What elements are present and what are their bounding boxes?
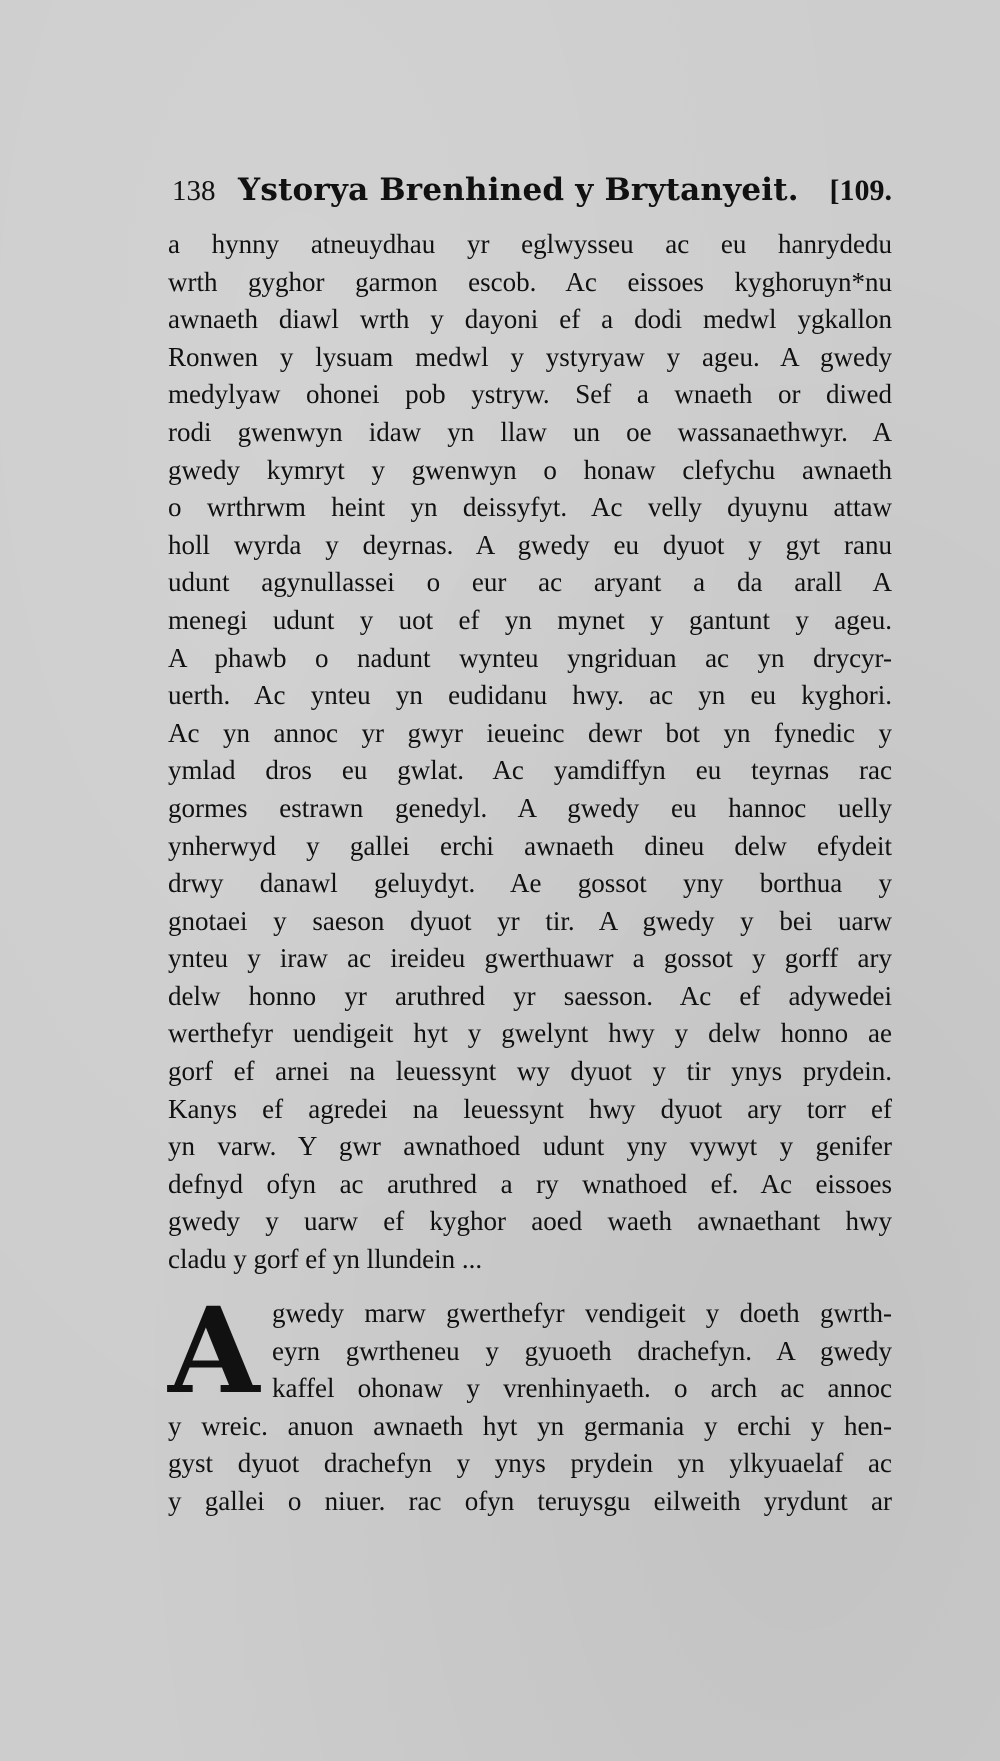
text-line: ynherwyd y gallei erchi awnaeth dineu delw efydeit xyxy=(168,830,892,861)
text-line: o wrthrwm heint yn deissyfyt. Ac velly dyuynu attaw xyxy=(168,492,892,523)
paragraph-1 xyxy=(168,226,892,1279)
text-line: gyst dyuot drachefyn y ynys prydein yn ylkyuaelaf ac xyxy=(168,1448,892,1479)
text-line: gorf ef arnei na leuessynt wy dyuot y tir ynys prydein. xyxy=(168,1056,892,1087)
text-line: gormes estrawn genedyl. A gwedy eu hannoc uelly xyxy=(168,792,892,823)
text-line: uerth. Ac ynteu yn eudidanu hwy. ac yn eu kyghori. xyxy=(168,680,892,711)
text-line: ynteu y iraw ac ireideu gwerthuawr a gossot y gorff ary xyxy=(168,943,892,974)
page-header xyxy=(172,172,892,222)
text-line: gwedy y uarw ef kyghor aoed waeth awnaethant hwy xyxy=(168,1206,892,1237)
text-line: menegi udunt y uot ef yn mynet y gantunt y ageu. xyxy=(168,604,892,635)
text-line: eyrn gwrtheneu y gyuoeth drachefyn. A gwedy xyxy=(272,1335,892,1366)
text-line: delw honno yr aruthred yr saesson. Ac ef adywedei xyxy=(168,980,892,1011)
text-line: A phawb o nadunt wynteu yngriduan ac yn drycyr- xyxy=(168,642,892,673)
text-line: y gallei o niuer. rac ofyn teruysgu eilweith yrydunt ar xyxy=(168,1485,892,1516)
text-line: ymlad dros eu gwlat. Ac yamdiffyn eu teyrnas rac xyxy=(168,755,892,786)
text-line: Ac yn annoc yr gwyr ieueinc dewr bot yn fynedic y xyxy=(168,717,892,748)
drop-cap: A xyxy=(168,1281,260,1420)
text-line: udunt agynullassei o eur ac aryant a da arall A xyxy=(168,567,892,598)
text-line: drwy danawl geluydyt. Ae gossot yny borthua y xyxy=(168,868,892,899)
text-line: defnyd ofyn ac aruthred a ry wnathoed ef. Ac eissoes xyxy=(168,1168,892,1199)
text-line: werthefyr uendigeit hyt y gwelynt hwy y delw honno ae xyxy=(168,1018,892,1049)
paragraph-2 xyxy=(168,1281,892,1521)
text-line: gwedy kymryt y gwenwyn o honaw clefychu awnaeth xyxy=(168,454,892,485)
text-line: cladu y gorf ef yn llundein ... xyxy=(168,1244,483,1275)
text-line: Kanys ef agredei na leuessynt hwy dyuot ary torr ef xyxy=(168,1093,892,1124)
text-line: holl wyrda y deyrnas. A gwedy eu dyuot y gyt ranu xyxy=(168,529,892,560)
text-line: medylyaw ohonei pob ystryw. Sef a wnaeth or diwed xyxy=(168,379,892,410)
text-line: gnotaei y saeson dyuot yr tir. A gwedy y bei uarw xyxy=(168,905,892,936)
text-line: a hynny atneuydhau yr eglwysseu ac eu hanrydedu xyxy=(168,229,892,259)
chapter-number: [109. xyxy=(829,174,892,207)
text-line: gwedy marw gwerthefyr vendigeit y doeth gwrth- xyxy=(272,1298,892,1328)
page-number: 138 xyxy=(172,175,216,207)
text-line: kaffel ohonaw y vrenhinyaeth. o arch ac annoc xyxy=(272,1373,892,1404)
text-line: wrth gyghor garmon escob. Ac eissoes kyghoruyn*nu xyxy=(168,266,892,297)
running-head: Ystorya Brenhined y Brytanyeit. xyxy=(238,172,799,208)
text-line: rodi gwenwyn idaw yn llaw un oe wassanaethwyr. A xyxy=(168,416,892,447)
text-line: Ronwen y lysuam medwl y ystyryaw y ageu. A gwedy xyxy=(168,341,892,372)
text-line: y wreic. anuon awnaeth hyt yn germania y erchi y hen- xyxy=(168,1410,892,1441)
text-line: yn varw. Y gwr awnathoed udunt yny vywyt y genifer xyxy=(168,1131,892,1162)
text-line: awnaeth diawl wrth y dayoni ef a dodi medwl ygkallon xyxy=(168,304,892,335)
